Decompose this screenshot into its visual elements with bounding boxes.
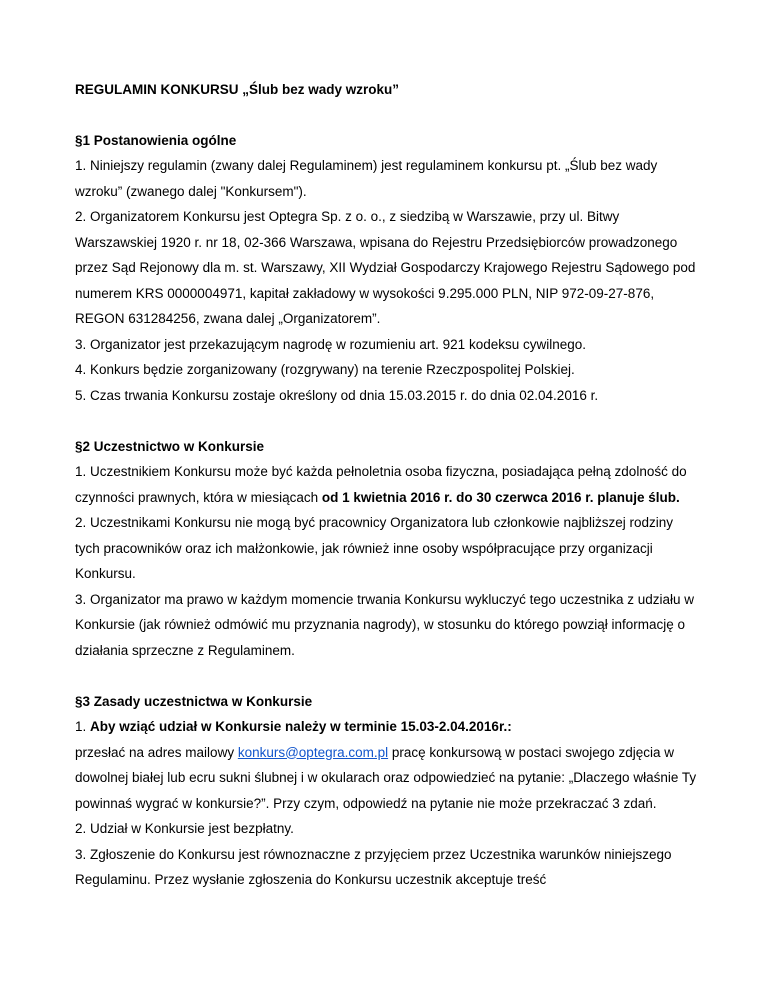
s2-paragraph-3: 3. Organizator ma prawo w każdym momencie trwania Konkursu wykluczyć tego uczestnika z udziału w Konkursie (jak również odmówić mu przyznania nagrody), w stosunku do którego powziął informację o działania sprzeczne z Regulaminem.	[75, 591, 695, 658]
section-spacer	[75, 663, 698, 689]
s1-paragraph-4: 4. Konkurs będzie zorganizowany (rozgrywany) na terenie Rzeczpospolitej Polskiej.	[75, 362, 575, 377]
s3-paragraph-3: 3. Zgłoszenie do Konkursu jest równoznaczne z przyjęciem przez Uczestnika warunków niniejszego Regulaminu. Przez wysłanie zgłoszenia do Konkursu uczestnik akceptuje treść	[75, 846, 672, 887]
s1-paragraph-3: 3. Organizator jest przekazującym nagrodę w rozumieniu art. 921 kodeksu cywilnego.	[75, 336, 587, 352]
section-2-heading: §2 Uczestnictwo w Konkursie	[75, 438, 265, 454]
contest-email-link[interactable]: konkurs@optegra.com.pl	[237, 744, 389, 760]
s3-p1-bold-terms: Aby wziąć udział w Konkursie należy w terminie 15.03-2.04.2016r.:	[90, 719, 512, 734]
s1-paragraph-1: 1. Niniejszy regulamin (zwany dalej Regulaminem) jest regulaminem konkursu pt. „Ślub bez wady wzroku” (zwanego dalej "Konkursem").	[75, 158, 658, 199]
section-3-heading: §3 Zasady uczestnictwa w Konkursie	[75, 693, 313, 709]
s3-paragraph-1-body	[75, 740, 698, 817]
s1-paragraph-2: 2. Organizatorem Konkursu jest Optegra Sp. z o. o., z siedzibą w Warszawie, przy ul. Bitwy Warszawskiej 1920 r. nr 18, 02-366 Warszawa, wpisana do Rejestru Przedsiębiorców prowadzonego przez Sąd Rejonowy dla m. st. Warszawy, XII Wydział Gospodarczy Krajowego Rejestru Sądowego pod numerem KRS 0000004971, kapitał zakładowy w wysokości 9.295.000 PLN, NIP 972-09-27-876, REGON 631284256, zwana dalej „Organizatorem”.	[75, 209, 696, 326]
document-title: REGULAMIN KONKURSU „Ślub bez wady wzroku”	[75, 82, 400, 97]
s3-p1-pre-text: przesłać na adres mailowy	[75, 744, 238, 760]
section-spacer	[75, 408, 698, 434]
s2-p1-text: 1. Uczestnikiem Konkursu może być każda pełnoletnia osoba fizyczna, posiadająca pełną zdolność do czynności prawnych, która w miesiącach	[75, 464, 687, 505]
s3-paragraph-2: 2. Udział w Konkursie jest bezpłatny.	[75, 821, 294, 836]
s3-p1-post-text: pracę konkursową w postaci swojego zdjęcia w dowolnej białej lub ecru sukni ślubnej i w okularach oraz odpowiedzieć na pytanie: „Dlaczego właśnie Ty powinnaś wygrać w konkursie?”. Przy czym, odpowiedź na pytanie nie może przekraczać 3 zdań.	[75, 744, 697, 811]
s2-paragraph-1	[75, 459, 698, 510]
s3-p1-number: 1.	[75, 719, 91, 734]
s2-paragraph-2: 2. Uczestnikami Konkursu nie mogą być pracownicy Organizatora lub członkowie najbliższej rodziny tych pracowników oraz ich małżonkowie, jak również inne osoby współpracujące przy organizacji Konkursu.	[75, 515, 674, 581]
s1-paragraph-5: 5. Czas trwania Konkursu zostaje określony od dnia 15.03.2015 r. do dnia 02.04.2016 r.	[75, 387, 599, 403]
s2-p1-bold-dates: od 1 kwietnia 2016 r. do 30 czerwca 2016 r. planuje ślub.	[321, 489, 680, 505]
s3-paragraph-1-lead	[75, 714, 698, 740]
section-1-heading: §1 Postanowienia ogólne	[75, 132, 237, 148]
